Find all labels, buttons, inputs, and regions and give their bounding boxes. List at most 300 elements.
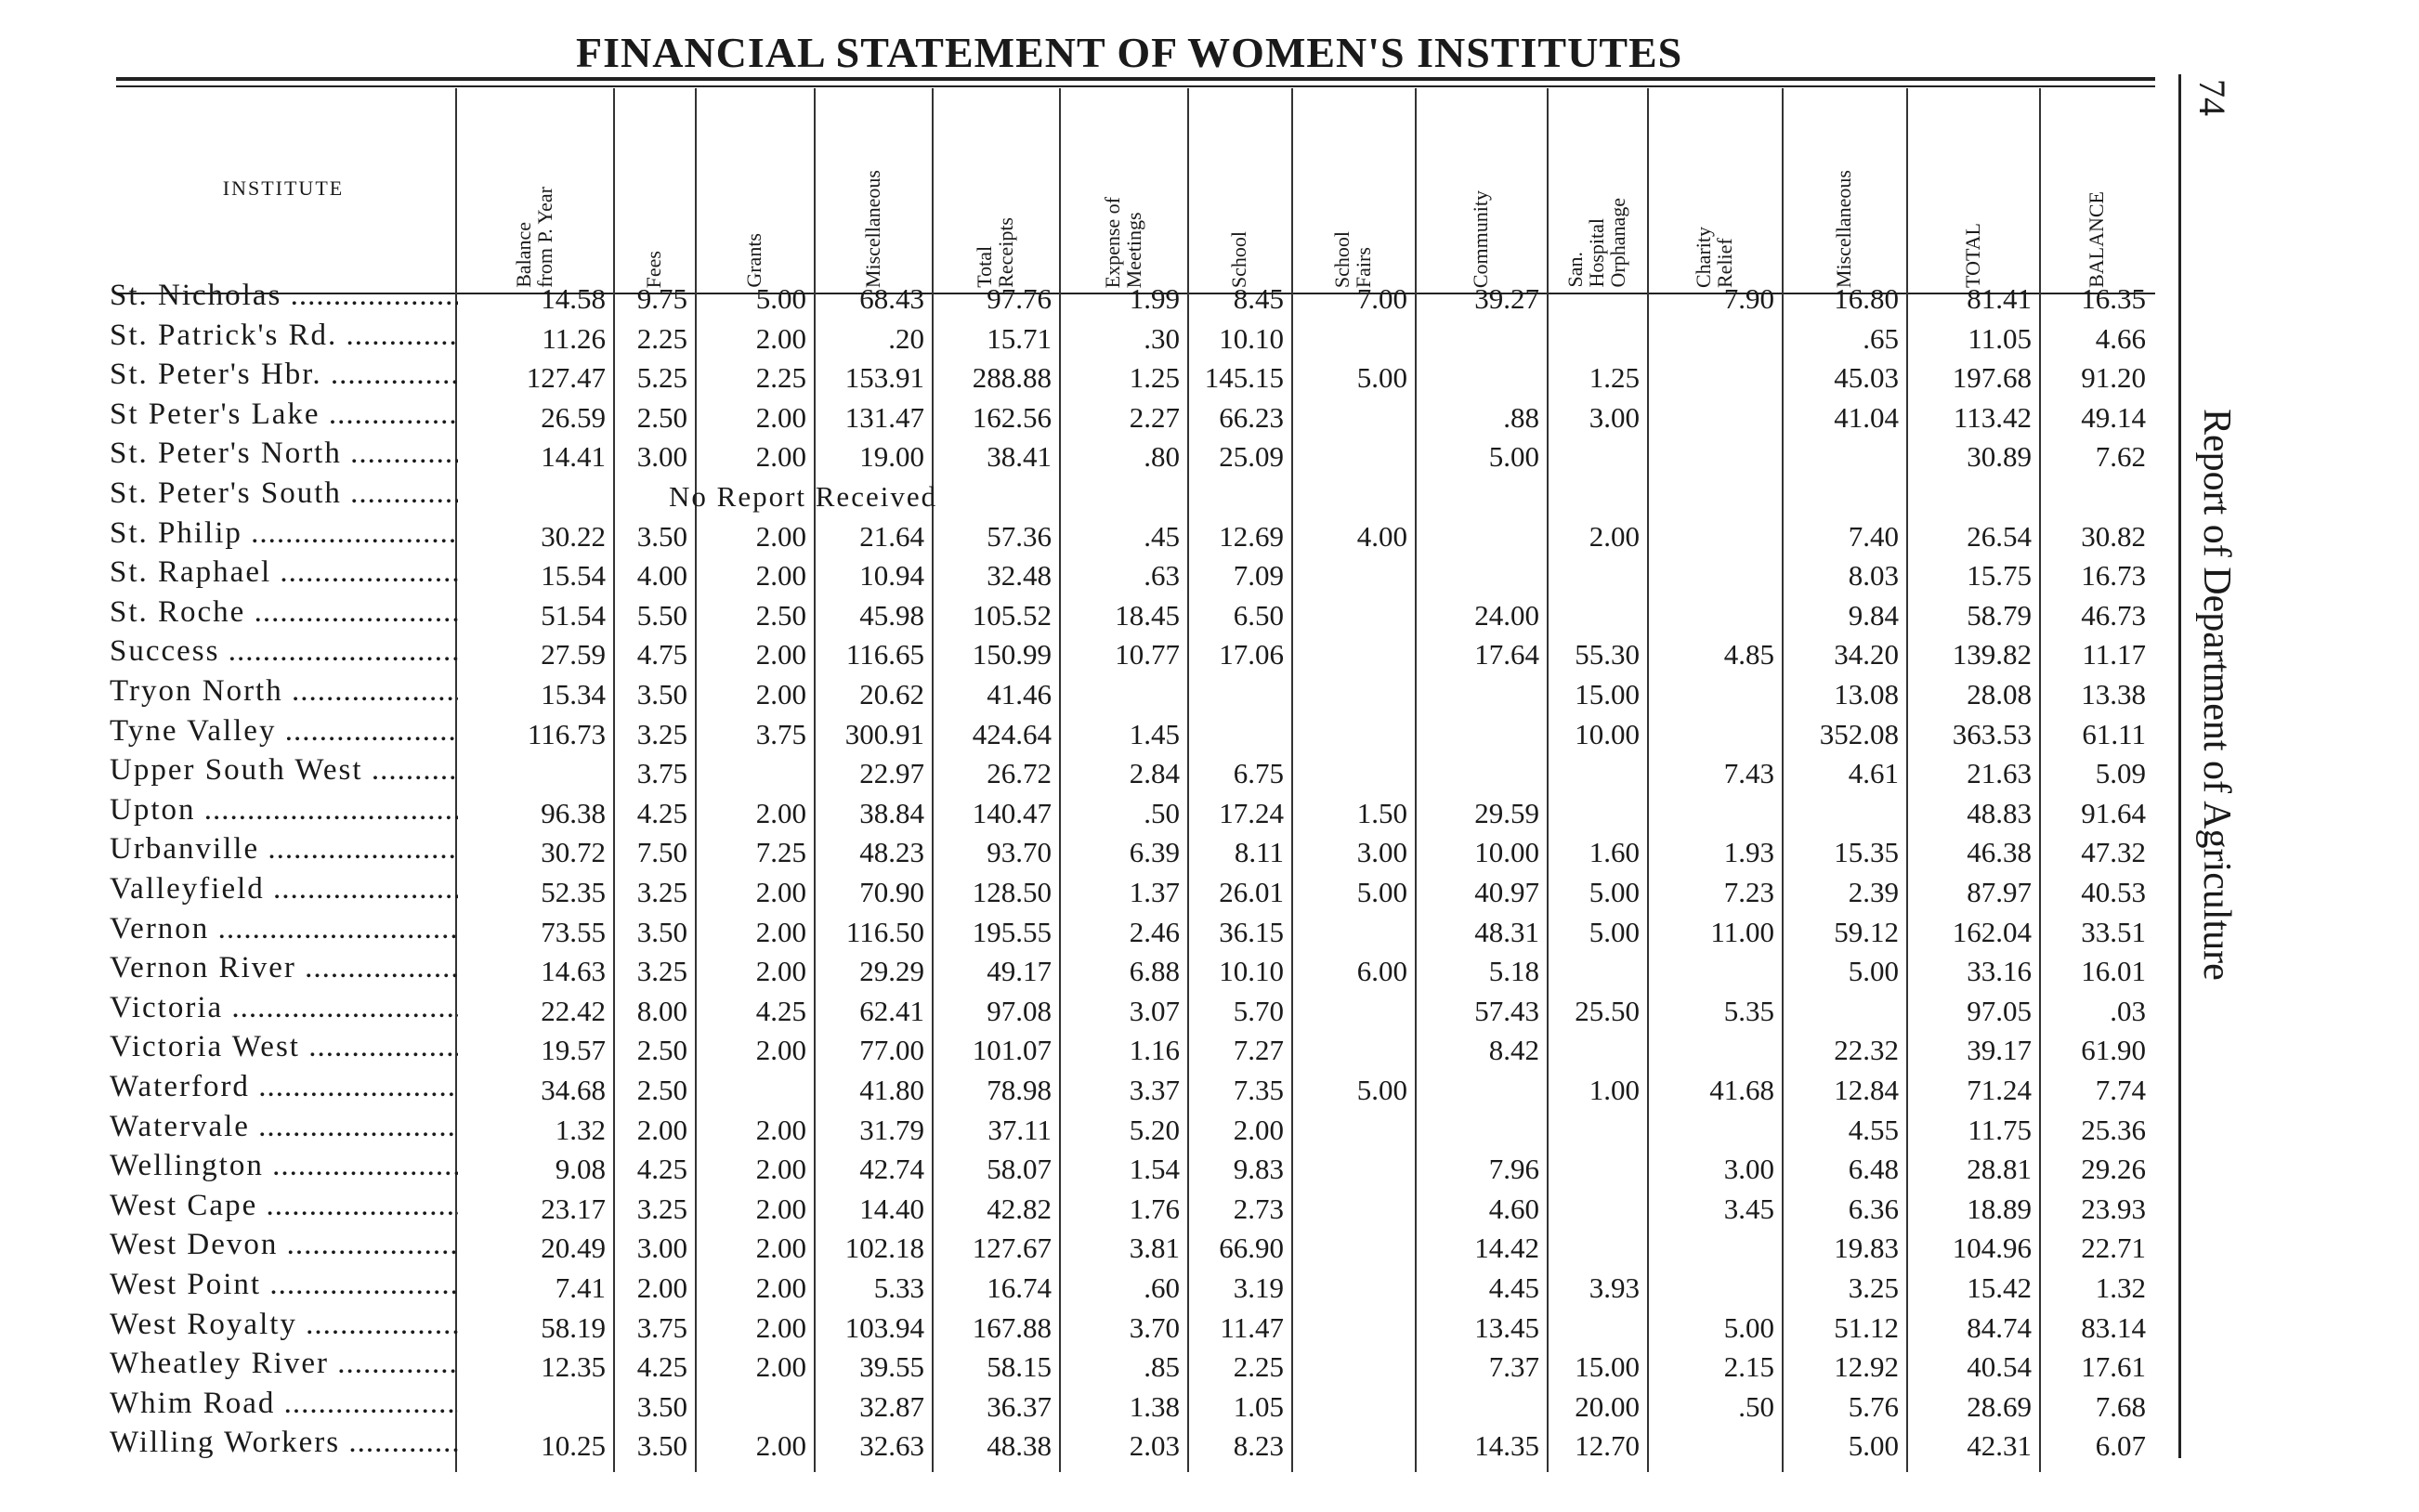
cell-school-fairs: 4.00 — [1356, 519, 1407, 553]
table-row — [110, 1308, 2167, 1348]
cell-fees: 3.00 — [636, 1232, 687, 1265]
cell-grants: 2.00 — [755, 1271, 806, 1304]
cell-school-fairs: 5.00 — [1356, 1074, 1407, 1106]
cell-misc-receipts: 68.43 — [859, 282, 924, 315]
cell-balance-prev: 34.68 — [541, 1074, 606, 1106]
table-row — [110, 714, 2167, 754]
cell-total: 197.68 — [1952, 361, 2032, 395]
cell-misc-receipts: 42.74 — [859, 1153, 924, 1186]
cell-fees: 3.75 — [636, 757, 687, 790]
cell-total: 40.54 — [1967, 1350, 2032, 1384]
cell-grants: 2.00 — [755, 955, 806, 988]
cell-total: 28.81 — [1967, 1153, 2032, 1186]
cell-fees: 3.50 — [636, 519, 687, 553]
cell-total: 42.31 — [1967, 1429, 2032, 1463]
cell-community: 24.00 — [1474, 598, 1539, 632]
cell-misc-receipts: 31.79 — [859, 1113, 924, 1146]
header-rule-thin — [116, 85, 2155, 87]
table-row — [110, 912, 2167, 952]
cell-expense-meetings: .50 — [1144, 796, 1180, 829]
table-row — [110, 437, 2167, 476]
cell-total: 26.54 — [1967, 519, 2032, 553]
cell-misc-expenses: 59.12 — [1834, 915, 1899, 948]
cell-misc-expenses: 6.36 — [1848, 1192, 1899, 1225]
cell-san-hospital: 3.00 — [1589, 400, 1640, 434]
institute-name: Vernon ..... — [110, 912, 458, 949]
cell-fees: 3.50 — [636, 1429, 687, 1463]
cell-school: 1.05 — [1233, 1389, 1284, 1423]
cell-total-receipts: 49.17 — [987, 955, 1052, 988]
column-header-label: Miscellaneous — [860, 169, 884, 288]
institute-name: St. Peter's South ..... — [110, 476, 458, 514]
cell-charity: 2.15 — [1723, 1350, 1774, 1384]
cell-total-receipts: 41.46 — [987, 678, 1052, 710]
cell-san-hospital: 20.00 — [1575, 1389, 1640, 1423]
cell-total: 104.96 — [1952, 1232, 2032, 1265]
cell-grants: 2.00 — [755, 678, 806, 710]
cell-school: 8.23 — [1233, 1429, 1284, 1463]
cell-community: 40.97 — [1474, 876, 1539, 908]
cell-san-hospital: 15.00 — [1575, 678, 1640, 710]
cell-fees: 3.75 — [636, 1310, 687, 1344]
table-row — [110, 634, 2167, 674]
cell-fees: 3.00 — [636, 440, 687, 474]
cell-total: 363.53 — [1952, 717, 2032, 750]
institute-name: St. Nicholas ..... — [110, 279, 458, 316]
cell-total: 97.05 — [1967, 994, 2032, 1027]
cell-fees: 2.50 — [636, 1034, 687, 1067]
institute-name: Tyne Valley ..... — [110, 714, 458, 751]
column-header-misc-expenses — [1782, 93, 1906, 288]
cell-expense-meetings: 1.54 — [1129, 1153, 1180, 1186]
table-row — [110, 476, 2167, 516]
table-row — [110, 358, 2167, 398]
cell-fees: 4.25 — [636, 1153, 687, 1186]
cell-misc-receipts: 300.91 — [844, 717, 924, 750]
institute-name: Vernon River ..... — [110, 951, 458, 988]
cell-total-receipts: 48.38 — [987, 1429, 1052, 1463]
cell-balance: 22.71 — [2081, 1232, 2146, 1265]
cell-balance-prev: 52.35 — [541, 876, 606, 908]
institute-name: Upper South West ..... — [110, 753, 458, 790]
cell-fees: 4.25 — [636, 796, 687, 829]
cell-school: 5.70 — [1233, 994, 1284, 1027]
cell-balance: 6.07 — [2095, 1429, 2146, 1463]
column-header-label: Community — [1469, 189, 1493, 288]
cell-misc-receipts: 10.94 — [859, 559, 924, 593]
column-header-label: San. Hospital Orphanage — [1563, 198, 1630, 288]
cell-grants: 4.25 — [755, 994, 806, 1027]
cell-charity: 5.35 — [1723, 994, 1774, 1027]
cell-grants: 2.25 — [755, 361, 806, 395]
cell-misc-expenses: 5.76 — [1848, 1389, 1899, 1423]
cell-school: 11.47 — [1220, 1310, 1284, 1344]
institute-name: Wellington ..... — [110, 1149, 458, 1186]
cell-expense-meetings: 2.46 — [1129, 915, 1180, 948]
cell-charity: 1.93 — [1723, 836, 1774, 869]
cell-balance-prev: 73.55 — [541, 915, 606, 948]
column-header-label: Total Receipts — [973, 217, 1018, 288]
cell-school: 36.15 — [1219, 915, 1284, 948]
cell-grants: 2.00 — [755, 1192, 806, 1225]
row-note: No Report Received — [669, 480, 938, 513]
cell-community: 14.42 — [1474, 1232, 1539, 1265]
cell-total-receipts: 162.56 — [972, 400, 1052, 434]
cell-grants: 2.00 — [755, 321, 806, 355]
cell-fees: 8.00 — [636, 994, 687, 1027]
cell-balance-prev: 10.25 — [541, 1429, 606, 1463]
cell-charity: 7.43 — [1723, 757, 1774, 790]
cell-expense-meetings: 5.20 — [1129, 1113, 1180, 1146]
cell-total: 113.42 — [1953, 400, 2032, 434]
table-row — [110, 1347, 2167, 1387]
cell-san-hospital: 3.93 — [1589, 1271, 1640, 1304]
table-row — [110, 1070, 2167, 1110]
cell-grants: 2.00 — [755, 1153, 806, 1186]
cell-total: 71.24 — [1967, 1074, 2032, 1106]
cell-community: 17.64 — [1474, 638, 1539, 671]
cell-community: 7.37 — [1488, 1350, 1539, 1384]
cell-expense-meetings: .45 — [1144, 519, 1180, 553]
cell-school: 6.50 — [1233, 598, 1284, 632]
institute-name: St. Philip ..... — [110, 516, 458, 554]
cell-grants: 2.00 — [755, 1232, 806, 1265]
cell-total-receipts: 97.76 — [987, 282, 1052, 315]
cell-misc-receipts: 32.63 — [859, 1429, 924, 1463]
institute-name: Willing Workers ..... — [110, 1426, 458, 1463]
cell-misc-expenses: 16.80 — [1834, 282, 1899, 315]
cell-school: 7.27 — [1233, 1034, 1284, 1067]
cell-total: 84.74 — [1967, 1310, 2032, 1344]
cell-school: 7.09 — [1233, 559, 1284, 593]
cell-balance-prev: 20.49 — [541, 1232, 606, 1265]
cell-balance: 17.61 — [2081, 1350, 2146, 1384]
institute-name: Victoria West ..... — [110, 1030, 458, 1067]
cell-school: 66.23 — [1219, 400, 1284, 434]
column-header-label: Miscellaneous — [1832, 169, 1856, 288]
table-row — [110, 872, 2167, 912]
cell-grants: 2.00 — [755, 1034, 806, 1067]
cell-misc-receipts: 153.91 — [844, 361, 924, 395]
cell-balance: 13.38 — [2081, 678, 2146, 710]
column-header-school-fairs — [1291, 93, 1415, 288]
cell-total-receipts: 97.08 — [987, 994, 1052, 1027]
cell-expense-meetings: 1.38 — [1129, 1389, 1180, 1423]
cell-expense-meetings: 6.39 — [1129, 836, 1180, 869]
cell-school: 8.11 — [1234, 836, 1284, 869]
institute-name: West Cape ..... — [110, 1189, 458, 1226]
cell-balance: 5.09 — [2095, 757, 2146, 790]
cell-school-fairs: 3.00 — [1356, 836, 1407, 869]
cell-grants: 2.00 — [755, 440, 806, 474]
institute-name: Whim Road ..... — [110, 1387, 458, 1424]
column-header-charity — [1647, 93, 1782, 288]
cell-total-receipts: 42.82 — [987, 1192, 1052, 1225]
cell-misc-receipts: 19.00 — [859, 440, 924, 474]
cell-fees: 4.25 — [636, 1350, 687, 1384]
table-row — [110, 398, 2167, 437]
cell-total-receipts: 101.07 — [972, 1034, 1052, 1067]
column-header-balance — [2039, 93, 2153, 288]
cell-balance: 29.26 — [2081, 1153, 2146, 1186]
cell-total-receipts: 93.70 — [987, 836, 1052, 869]
cell-balance-prev: 116.73 — [527, 717, 606, 750]
cell-total-receipts: 78.98 — [987, 1074, 1052, 1106]
cell-fees: 2.50 — [636, 400, 687, 434]
cell-school: 2.00 — [1233, 1113, 1284, 1146]
cell-community: 4.60 — [1488, 1192, 1539, 1225]
cell-school: 17.06 — [1219, 638, 1284, 671]
cell-expense-meetings: 18.45 — [1115, 598, 1180, 632]
cell-fees: 3.25 — [636, 876, 687, 908]
cell-expense-meetings: 2.03 — [1129, 1429, 1180, 1463]
cell-community: 13.45 — [1474, 1310, 1539, 1344]
cell-expense-meetings: 3.81 — [1129, 1232, 1180, 1265]
cell-total: 33.16 — [1967, 955, 2032, 988]
institute-name: St Peter's Lake ..... — [110, 398, 458, 435]
cell-balance: 91.20 — [2081, 361, 2146, 395]
cell-misc-expenses: 6.48 — [1848, 1153, 1899, 1186]
cell-san-hospital: 25.50 — [1575, 994, 1640, 1027]
cell-balance-prev: 14.41 — [541, 440, 606, 474]
cell-fees: 2.25 — [636, 321, 687, 355]
column-header-community — [1415, 93, 1547, 288]
cell-charity: 3.45 — [1723, 1192, 1774, 1225]
column-header-label: Grants — [742, 233, 766, 288]
cell-balance-prev: 9.08 — [555, 1153, 606, 1186]
cell-san-hospital: 1.00 — [1589, 1074, 1640, 1106]
cell-fees: 3.25 — [636, 1192, 687, 1225]
cell-community: 5.18 — [1488, 955, 1539, 988]
column-header-total — [1906, 93, 2039, 288]
cell-total: 58.79 — [1967, 598, 2032, 632]
column-header-balance-prev — [455, 93, 613, 288]
cell-balance-prev: 15.34 — [541, 678, 606, 710]
cell-grants: 2.00 — [755, 519, 806, 553]
cell-misc-expenses: 34.20 — [1834, 638, 1899, 671]
cell-expense-meetings: 2.27 — [1129, 400, 1180, 434]
cell-misc-receipts: 32.87 — [859, 1389, 924, 1423]
table-row — [110, 1110, 2167, 1150]
cell-balance-prev: 127.47 — [526, 361, 606, 395]
cell-san-hospital: 15.00 — [1575, 1350, 1640, 1384]
cell-school: 145.15 — [1204, 361, 1284, 395]
cell-total-receipts: 58.07 — [987, 1153, 1052, 1186]
cell-expense-meetings: 1.16 — [1129, 1034, 1180, 1067]
margin-rule — [2178, 74, 2181, 1458]
cell-balance-prev: 11.26 — [542, 321, 606, 355]
cell-balance-prev: 15.54 — [541, 559, 606, 593]
institute-name: St. Peter's North ..... — [110, 437, 458, 474]
cell-fees: 2.00 — [636, 1113, 687, 1146]
cell-balance: 61.90 — [2081, 1034, 2146, 1067]
cell-misc-expenses: 15.35 — [1834, 836, 1899, 869]
cell-balance: 1.32 — [2095, 1271, 2146, 1304]
cell-total-receipts: 195.55 — [972, 915, 1052, 948]
cell-balance: 30.82 — [2081, 519, 2146, 553]
cell-grants: 2.00 — [755, 796, 806, 829]
cell-total: 28.69 — [1967, 1389, 2032, 1423]
cell-total: 11.75 — [1968, 1113, 2032, 1146]
column-header-label: Expense of Meetings — [1100, 196, 1145, 288]
cell-total: 15.75 — [1967, 559, 2032, 593]
cell-total: 39.17 — [1967, 1034, 2032, 1067]
cell-misc-receipts: 116.50 — [845, 915, 924, 948]
cell-charity: 7.23 — [1723, 876, 1774, 908]
cell-total-receipts: 38.41 — [987, 440, 1052, 474]
column-header-school — [1187, 93, 1291, 288]
table-row — [110, 555, 2167, 595]
cell-charity: 7.90 — [1723, 282, 1774, 315]
cell-fees: 3.25 — [636, 717, 687, 750]
cell-total-receipts: 15.71 — [987, 321, 1052, 355]
cell-total: 18.89 — [1967, 1192, 2032, 1225]
table-row — [110, 1228, 2167, 1268]
cell-balance: 49.14 — [2081, 400, 2146, 434]
cell-san-hospital: 5.00 — [1589, 876, 1640, 908]
cell-grants: 2.00 — [755, 1350, 806, 1384]
cell-balance: 16.01 — [2081, 955, 2146, 988]
cell-school: 2.25 — [1233, 1350, 1284, 1384]
cell-balance: 16.73 — [2081, 559, 2146, 593]
cell-fees: 3.25 — [636, 955, 687, 988]
cell-misc-receipts: 41.80 — [859, 1074, 924, 1106]
cell-community: 39.27 — [1474, 282, 1539, 315]
cell-total-receipts: 37.11 — [987, 1113, 1052, 1146]
cell-balance-prev: 7.41 — [555, 1271, 606, 1304]
cell-fees: 9.75 — [636, 282, 687, 315]
cell-misc-receipts: 38.84 — [859, 796, 924, 829]
cell-community: 29.59 — [1474, 796, 1539, 829]
institute-name: Success ..... — [110, 634, 458, 671]
cell-fees: 5.25 — [636, 361, 687, 395]
cell-balance: 7.62 — [2095, 440, 2146, 474]
cell-total: 46.38 — [1967, 836, 2032, 869]
cell-grants: 2.00 — [755, 915, 806, 948]
column-header-label: Balance from P. Year — [511, 187, 556, 288]
cell-community: 5.00 — [1488, 440, 1539, 474]
running-head: Report of Department of Agriculture — [2195, 409, 2238, 981]
cell-balance: 61.11 — [2082, 717, 2146, 750]
cell-balance-prev: 96.38 — [541, 796, 606, 829]
cell-total-receipts: 128.50 — [972, 876, 1052, 908]
cell-balance-prev: 22.42 — [541, 994, 606, 1027]
cell-misc-expenses: 19.83 — [1834, 1232, 1899, 1265]
cell-balance-prev: 30.22 — [541, 519, 606, 553]
cell-expense-meetings: 1.76 — [1129, 1192, 1180, 1225]
cell-total-receipts: 32.48 — [987, 559, 1052, 593]
cell-total-receipts: 288.88 — [972, 361, 1052, 395]
cell-community: 8.42 — [1488, 1034, 1539, 1067]
institute-name: Victoria ..... — [110, 991, 458, 1028]
cell-balance-prev: 19.57 — [541, 1034, 606, 1067]
table-row — [110, 1387, 2167, 1427]
cell-grants: 2.00 — [755, 876, 806, 908]
cell-community: .88 — [1503, 400, 1539, 434]
cell-school-fairs: 6.00 — [1356, 955, 1407, 988]
cell-misc-expenses: 12.84 — [1834, 1074, 1899, 1106]
cell-misc-receipts: 22.97 — [859, 757, 924, 790]
cell-misc-receipts: 131.47 — [844, 400, 924, 434]
column-header-institute: INSTITUTE — [222, 176, 345, 200]
cell-charity: 41.68 — [1709, 1074, 1774, 1106]
cell-misc-receipts: 5.33 — [873, 1271, 924, 1304]
cell-balance: 11.17 — [2082, 638, 2146, 671]
table-row — [110, 279, 2167, 319]
cell-expense-meetings: 1.37 — [1129, 876, 1180, 908]
cell-total-receipts: 150.99 — [972, 638, 1052, 671]
institute-name: Waterford ..... — [110, 1070, 458, 1107]
cell-total-receipts: 26.72 — [987, 757, 1052, 790]
cell-charity: 4.85 — [1723, 638, 1774, 671]
cell-grants: 2.00 — [755, 1113, 806, 1146]
cell-total: 21.63 — [1967, 757, 2032, 790]
cell-balance: 7.68 — [2095, 1389, 2146, 1423]
table-row — [110, 1030, 2167, 1070]
institute-name: Watervale ..... — [110, 1110, 458, 1147]
column-header-label: Charity Relief — [1692, 227, 1737, 288]
cell-community: 48.31 — [1474, 915, 1539, 948]
cell-misc-receipts: 102.18 — [844, 1232, 924, 1265]
cell-misc-receipts: 39.55 — [859, 1350, 924, 1384]
cell-school: 6.75 — [1233, 757, 1284, 790]
cell-balance: 40.53 — [2081, 876, 2146, 908]
cell-balance-prev: 12.35 — [541, 1350, 606, 1384]
table-row — [110, 1426, 2167, 1466]
cell-misc-receipts: 45.98 — [859, 598, 924, 632]
cell-misc-receipts: 14.40 — [859, 1192, 924, 1225]
table-row — [110, 1189, 2167, 1229]
cell-total: 81.41 — [1967, 282, 2032, 315]
cell-san-hospital: 12.70 — [1575, 1429, 1640, 1463]
cell-fees: 3.50 — [636, 678, 687, 710]
institute-name: St. Peter's Hbr. ..... — [110, 358, 458, 395]
header-rule — [116, 77, 2155, 81]
column-header-san-hospital — [1547, 93, 1647, 288]
cell-misc-receipts: 62.41 — [859, 994, 924, 1027]
cell-grants: 2.00 — [755, 638, 806, 671]
cell-misc-receipts: 21.64 — [859, 519, 924, 553]
cell-school: 8.45 — [1233, 282, 1284, 315]
cell-balance: 23.93 — [2081, 1192, 2146, 1225]
cell-fees: 7.50 — [636, 836, 687, 869]
institute-name: Wheatley River ..... — [110, 1347, 458, 1384]
page-number: 74 — [2191, 79, 2233, 116]
cell-total-receipts: 105.52 — [972, 598, 1052, 632]
cell-balance-prev: 30.72 — [541, 836, 606, 869]
cell-school: 2.73 — [1233, 1192, 1284, 1225]
cell-total-receipts: 16.74 — [987, 1271, 1052, 1304]
table-row — [110, 674, 2167, 714]
table-row — [110, 832, 2167, 872]
cell-misc-receipts: 103.94 — [844, 1310, 924, 1344]
table-row — [110, 1149, 2167, 1189]
institute-name: St. Roche ..... — [110, 595, 458, 632]
cell-expense-meetings: 2.84 — [1129, 757, 1180, 790]
cell-fees: 3.50 — [636, 1389, 687, 1423]
cell-school: 12.69 — [1219, 519, 1284, 553]
cell-total: 48.83 — [1967, 796, 2032, 829]
cell-misc-receipts: 29.29 — [859, 955, 924, 988]
cell-misc-expenses: 5.00 — [1848, 955, 1899, 988]
cell-school: 66.90 — [1219, 1232, 1284, 1265]
cell-school-fairs: 7.00 — [1356, 282, 1407, 315]
table-row — [110, 753, 2167, 793]
column-header-total-receipts — [932, 93, 1059, 288]
cell-school: 7.35 — [1233, 1074, 1284, 1106]
cell-total: 30.89 — [1967, 440, 2032, 474]
cell-misc-receipts: 48.23 — [859, 836, 924, 869]
